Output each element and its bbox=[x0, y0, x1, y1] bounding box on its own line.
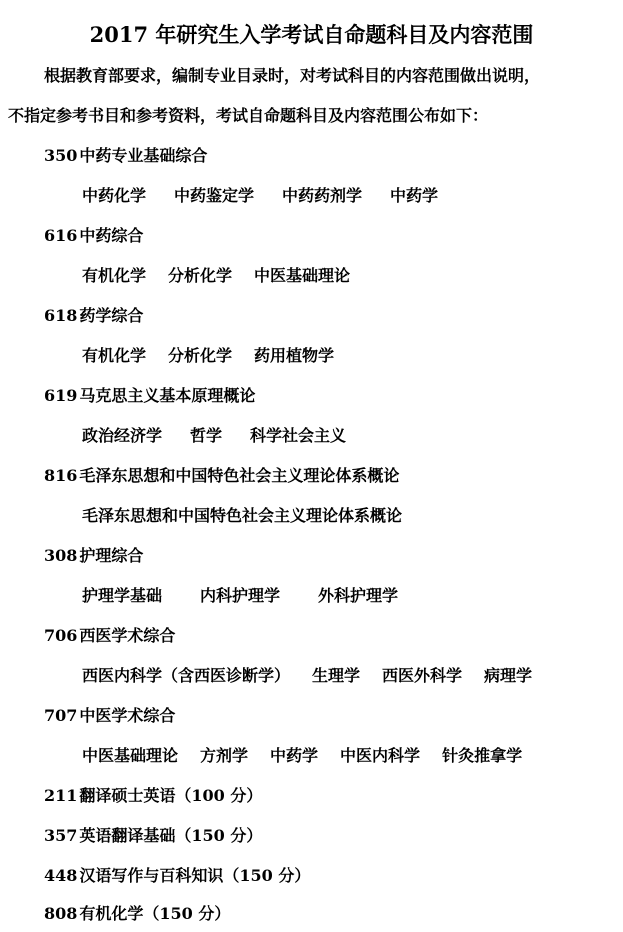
topic-item: 中药药剂学 bbox=[282, 186, 363, 205]
subject-code: 619 bbox=[44, 386, 78, 405]
subject-name: 中药综合 bbox=[79, 226, 144, 245]
topic-item: 方剂学 bbox=[200, 746, 249, 765]
subject-448 bbox=[44, 864, 310, 888]
subject-name: 马克思主义基本原理概论 bbox=[79, 386, 256, 405]
intro-line-1: 根据教育部要求，编制专业目录时，对考试科目的内容范围做出说明， bbox=[44, 66, 541, 85]
topics-618 bbox=[82, 344, 334, 368]
topic-item: 生理学 bbox=[312, 666, 361, 685]
topic-item: 哲学 bbox=[190, 426, 223, 445]
subject-name: 药学综合 bbox=[79, 306, 144, 325]
subject-706 bbox=[44, 624, 175, 648]
subject-name: 中药专业基础综合 bbox=[79, 146, 208, 165]
subject-code: 707 bbox=[44, 706, 78, 725]
topic-item: 中医基础理论 bbox=[254, 266, 351, 285]
topics-616 bbox=[82, 264, 350, 288]
topic-item: 中药化学 bbox=[82, 186, 147, 205]
subject-code: 616 bbox=[44, 226, 78, 245]
subject-code: 618 bbox=[44, 306, 78, 325]
subject-name: 西医学术综合 bbox=[79, 626, 176, 645]
topic-item: 中药学 bbox=[390, 186, 439, 205]
topic-item: 中药鉴定学 bbox=[174, 186, 255, 205]
subject-name: 翻译硕士英语（100 分） bbox=[79, 786, 263, 805]
subject-name: 中医学术综合 bbox=[79, 706, 176, 725]
subject-350 bbox=[44, 144, 207, 168]
subject-308 bbox=[44, 544, 143, 568]
subject-code: 211 bbox=[44, 786, 78, 805]
topic-item: 分析化学 bbox=[168, 266, 233, 285]
subject-618 bbox=[44, 304, 143, 328]
topics-816 bbox=[82, 504, 402, 528]
topic-item: 中药学 bbox=[270, 746, 319, 765]
subject-code: 808 bbox=[44, 904, 78, 923]
subject-619 bbox=[44, 384, 255, 408]
topic-item: 西医内科学（含西医诊断学） bbox=[82, 666, 291, 685]
subject-code: 706 bbox=[44, 626, 78, 645]
topic-item: 毛泽东思想和中国特色社会主义理论体系概论 bbox=[82, 506, 403, 525]
subject-name: 护理综合 bbox=[79, 546, 144, 565]
topic-item: 中医基础理论 bbox=[82, 746, 179, 765]
topics-350 bbox=[82, 184, 438, 208]
subject-name: 汉语写作与百科知识（150 分） bbox=[79, 866, 311, 885]
subject-357 bbox=[44, 824, 262, 848]
topics-706 bbox=[82, 664, 532, 688]
intro-line-2: 不指定参考书目和参考资料，考试自命题科目及内容范围公布如下： bbox=[8, 106, 489, 125]
topic-item: 护理学基础 bbox=[82, 586, 163, 605]
topic-item: 中医内科学 bbox=[340, 746, 421, 765]
topic-item: 政治经济学 bbox=[82, 426, 163, 445]
subject-name: 有机化学（150 分） bbox=[79, 904, 231, 923]
topic-item: 外科护理学 bbox=[318, 586, 399, 605]
subject-code: 350 bbox=[44, 146, 78, 165]
subject-name: 英语翻译基础（150 分） bbox=[79, 826, 263, 845]
topic-item: 药用植物学 bbox=[254, 346, 335, 365]
topic-item: 针灸推拿学 bbox=[442, 746, 523, 765]
topic-item: 有机化学 bbox=[82, 266, 147, 285]
topic-item: 科学社会主义 bbox=[250, 426, 347, 445]
subject-code: 816 bbox=[44, 466, 78, 485]
subject-code: 448 bbox=[44, 866, 78, 885]
subject-211 bbox=[44, 784, 262, 808]
topic-item: 内科护理学 bbox=[200, 586, 281, 605]
subject-816 bbox=[44, 464, 399, 488]
topic-item: 西医外科学 bbox=[382, 666, 463, 685]
topic-item: 病理学 bbox=[484, 666, 533, 685]
topic-item: 分析化学 bbox=[168, 346, 233, 365]
document-title: 2017 年研究生入学考试自命题科目及内容范围 bbox=[89, 22, 534, 47]
subject-616 bbox=[44, 224, 143, 248]
subject-code: 357 bbox=[44, 826, 78, 845]
topics-707 bbox=[82, 744, 522, 768]
subject-name: 毛泽东思想和中国特色社会主义理论体系概论 bbox=[79, 466, 400, 485]
subject-808 bbox=[44, 902, 230, 926]
topic-item: 有机化学 bbox=[82, 346, 147, 365]
topics-619 bbox=[82, 424, 346, 448]
subject-code: 308 bbox=[44, 546, 78, 565]
topics-308 bbox=[82, 584, 398, 608]
subject-707 bbox=[44, 704, 175, 728]
